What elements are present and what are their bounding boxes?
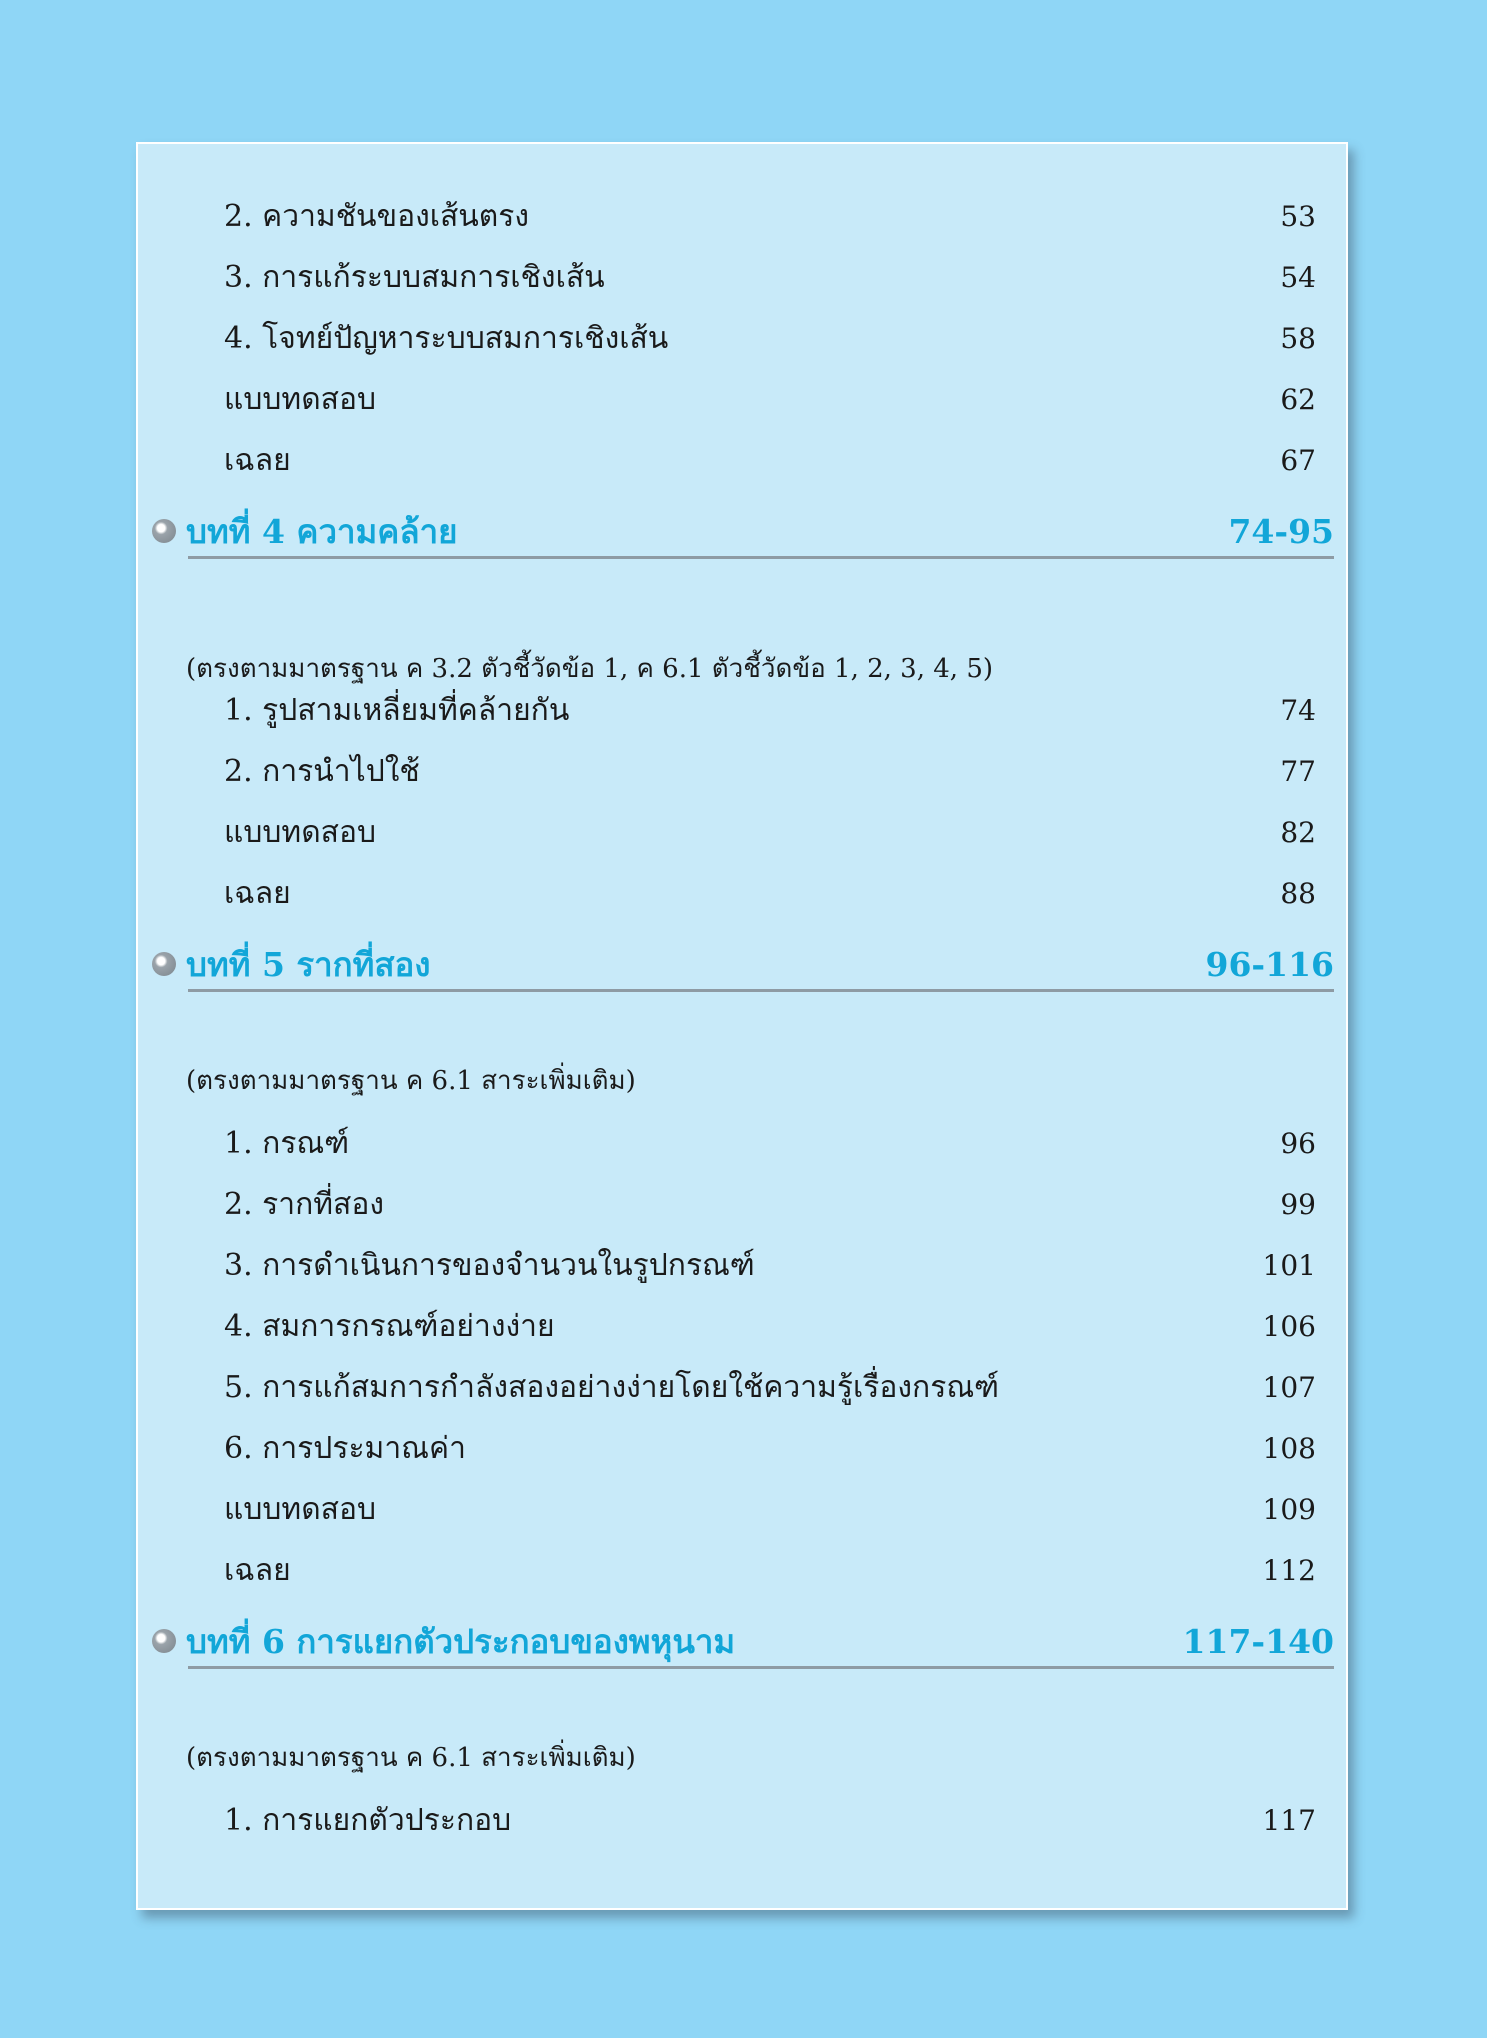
toc-item-page: 62	[1280, 382, 1316, 416]
toc-item-page: 77	[1280, 754, 1316, 788]
toc-item-label: 4. สมการกรณฑ์อย่างง่าย	[224, 1308, 555, 1344]
toc-item[interactable]	[224, 313, 1316, 363]
toc-item-label: 2. ความชันของเส้นตรง	[224, 198, 530, 234]
chapter-title: บทที่ 6 การแยกตัวประกอบของพหุนาม	[186, 1621, 736, 1661]
chapter-page-range: 74-95	[1228, 511, 1334, 551]
chapter-heading-4[interactable]	[152, 503, 1334, 559]
toc-item[interactable]	[224, 1423, 1316, 1473]
chapter-heading-6[interactable]	[152, 1613, 1334, 1669]
chapter-divider	[188, 1666, 1334, 1669]
chapter-standard-note: (ตรงตามมาตรฐาน ค 3.2 ตัวชี้วัดข้อ 1, ค 6.1 ตัวชี้วัดข้อ 1, 2, 3, 4, 5)	[186, 653, 994, 684]
toc-item[interactable]	[224, 1484, 1316, 1534]
toc-item[interactable]	[224, 252, 1316, 302]
toc-item-label: 2. การนำไปใช้	[224, 753, 420, 789]
toc-item[interactable]	[224, 807, 1316, 857]
toc-item-label: 3. การแก้ระบบสมการเชิงเส้น	[224, 259, 605, 295]
chapter-title: บทที่ 5 รากที่สอง	[186, 944, 431, 984]
toc-item[interactable]	[224, 685, 1316, 735]
toc-item-label: เฉลย	[224, 442, 291, 478]
toc-item-label: 5. การแก้สมการกำลังสองอย่างง่ายโดยใช้ความรู้เรื่องกรณฑ์	[224, 1369, 1000, 1405]
toc-item[interactable]	[224, 746, 1316, 796]
chapter-title: บทที่ 4 ความคล้าย	[186, 511, 458, 551]
toc-item[interactable]	[224, 1362, 1316, 1412]
toc-item-label: 2. รากที่สอง	[224, 1186, 385, 1222]
toc-item-label: แบบทดสอบ	[224, 814, 377, 850]
chapter-heading-5[interactable]	[152, 936, 1334, 992]
toc-item-label: เฉลย	[224, 1552, 291, 1588]
toc-item-label: แบบทดสอบ	[224, 381, 377, 417]
toc-item-label: แบบทดสอบ	[224, 1491, 377, 1527]
toc-item-page: 106	[1262, 1309, 1316, 1343]
toc-item-page: 58	[1280, 321, 1316, 355]
chapter-standard-note: (ตรงตามมาตรฐาน ค 6.1 สาระเพิ่มเติม)	[186, 1742, 636, 1773]
chapter-standard-note: (ตรงตามมาตรฐาน ค 6.1 สาระเพิ่มเติม)	[186, 1065, 636, 1096]
toc-item-page: 99	[1280, 1187, 1316, 1221]
toc-item[interactable]	[224, 1545, 1316, 1595]
toc-item-page: 67	[1280, 443, 1316, 477]
toc-item-page: 96	[1280, 1126, 1316, 1160]
toc-item[interactable]	[224, 1179, 1316, 1229]
toc-item[interactable]	[224, 374, 1316, 424]
chapter-divider	[188, 556, 1334, 559]
toc-item-page: 108	[1262, 1431, 1316, 1465]
bullet-icon	[152, 519, 176, 543]
toc-page	[136, 142, 1348, 1910]
toc-item[interactable]	[224, 1795, 1316, 1845]
toc-item-label: 3. การดำเนินการของจำนวนในรูปกรณฑ์	[224, 1247, 755, 1283]
toc-item-page: 107	[1262, 1370, 1316, 1404]
chapter-page-range: 117-140	[1182, 1621, 1334, 1661]
toc-item-page: 82	[1280, 815, 1316, 849]
toc-item-label: 4. โจทย์ปัญหาระบบสมการเชิงเส้น	[224, 320, 669, 356]
toc-item[interactable]	[224, 435, 1316, 485]
toc-item-page: 54	[1280, 260, 1316, 294]
chapter-page-range: 96-116	[1205, 944, 1334, 984]
toc-item-label: 6. การประมาณค่า	[224, 1430, 466, 1466]
chapter-divider	[188, 989, 1334, 992]
toc-item-page: 112	[1262, 1553, 1316, 1587]
toc-item-label: 1. กรณฑ์	[224, 1125, 350, 1161]
toc-item[interactable]	[224, 1118, 1316, 1168]
toc-item[interactable]	[224, 1301, 1316, 1351]
toc-item-label: 1. รูปสามเหลี่ยมที่คล้ายกัน	[224, 692, 570, 728]
toc-item[interactable]	[224, 191, 1316, 241]
bullet-icon	[152, 1629, 176, 1653]
toc-item-page: 53	[1280, 199, 1316, 233]
toc-item-page: 109	[1262, 1492, 1316, 1526]
toc-item[interactable]	[224, 868, 1316, 918]
toc-item-page: 88	[1280, 876, 1316, 910]
toc-item-page: 74	[1280, 693, 1316, 727]
toc-item-label: เฉลย	[224, 875, 291, 911]
toc-item-label: 1. การแยกตัวประกอบ	[224, 1802, 512, 1838]
bullet-icon	[152, 952, 176, 976]
toc-item-page: 117	[1262, 1803, 1316, 1837]
toc-item-page: 101	[1262, 1248, 1316, 1282]
toc-item[interactable]	[224, 1240, 1316, 1290]
